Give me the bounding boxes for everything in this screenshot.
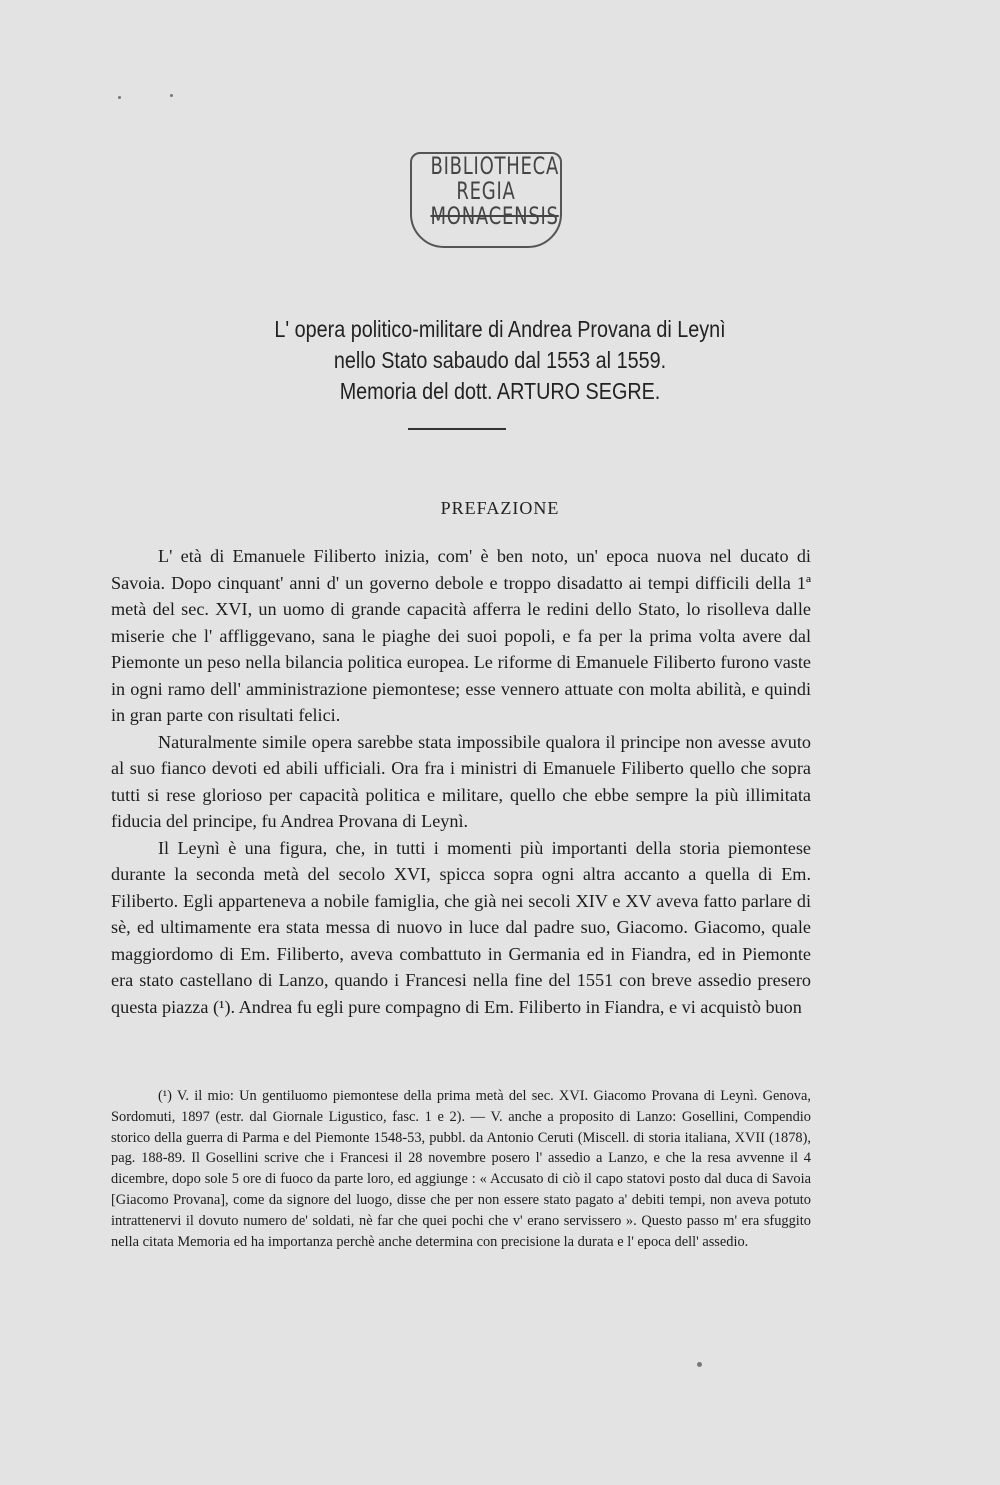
title-divider xyxy=(408,428,506,430)
paragraph-3: Il Leynì è una figura, che, in tutti i momenti più importanti della storia piemontese durante la seconda metà del secolo XVI, spicca sopra ogni altra accanto a quella di Em. Filiberto. Egli apparteneva a nobile famiglia, che già nei secoli XIV e XV aveva fatto parlare di sè, ed ultimamente era stata messa di nuovo in luce dal padre suo, Giacomo. Giacomo, quale maggiordomo di Em. Filiberto, aveva combattuto in Germania ed in Fiandra, ed in Piemonte era stato castellano di Lanzo, quando i Francesi nella fine del 1551 con breve assedio presero questa piazza (¹). Andrea fu egli pure compagno di Em. Filiberto in Fiandra, e vi acquistò buon xyxy=(111,837,811,1017)
footnote xyxy=(111,1086,811,1252)
title-line-2: nello Stato sabaudo dal 1553 al 1559. xyxy=(333,347,667,373)
paper-speck xyxy=(170,94,173,97)
library-stamp xyxy=(410,152,562,248)
paragraph-1: L' età di Emanuele Filiberto inizia, com' è ben noto, un' epoca nuova nel ducato di Savoia. Dopo cinquant' anni d' un governo debole e troppo disadatto ai tempi difficili della 1ª metà del sec. XVI, un uomo di grande capacità afferra le redini dello Stato, lo risolleva dalle miserie che l' affliggevano, sana le piaghe dei suoi popoli, e fa per la prima volta avere dal Piemonte un peso nella bilancia politica europea. Le riforme di Emanuele Filiberto furono vaste in ogni ramo dell' amministrazione piemontese; esse vennero attuate con molta abilità, e quindi in gran parte con risultati felici. xyxy=(111,546,811,725)
stamp-line-1: BIBLIOTHECA xyxy=(430,152,560,180)
paper-speck xyxy=(118,96,121,99)
stamp-line-3: MONACENSIS xyxy=(430,202,559,230)
paper-speck xyxy=(697,1362,702,1367)
title-line-1: L' opera politico-militare di Andrea Provana di Leynì xyxy=(274,316,726,342)
body-text xyxy=(111,543,811,1020)
section-heading: PREFAZIONE xyxy=(440,498,560,518)
footnote-text: (¹) V. il mio: Un gentiluomo piemontese della prima metà del sec. XVI. Giacomo Provana di Leynì. Genova, Sordomuti, 1897 (estr. dal Giornale Ligustico, fasc. 1 e 2). — V. anche a proposito di Lanzo: Gosellini, Compendio storico della guerra di Parma e del Piemonte 1548-53, pubbl. da Antonio Ceruti (Miscell. di storia italiana, XVII (1878), pag. 188-89. Il Gosellini scrive che i Francesi il 28 novembre posero l' assedio a Lanzo, e che la resa avvenne il 4 dicembre, dopo sole 5 ore di fuoco da parte loro, ed aggiunge : « Accusato di ciò il capo statovi posto dal duca di Savoia [Giacomo Provana], come da signore del luogo, disse che per non essere stato pagato a' debiti tempi, non aveva potuto intrattenervi il dovuto numero de' soldati, nè far che quei pochi che v' erano servissero ». Questo passo m' era sfuggito nella citata Memoria ed ha importanza perchè anche determina con precisione la durata e l' epoca dell' assedio. xyxy=(111,1088,811,1250)
title-line-3: Memoria del dott. ARTURO SEGRE. xyxy=(339,378,661,404)
paragraph-2: Naturalmente simile opera sarebbe stata impossibile qualora il principe non avesse avuto al suo fianco devoti ed abili ufficiali. Ora fra i ministri di Emanuele Filiberto quello che sopra tutti si rese glorioso per capacità politica e militare, quello che ebbe sempre la più illimitata fiducia del principe, fu Andrea Provana di Leynì. xyxy=(111,731,811,831)
article-title xyxy=(160,314,840,407)
stamp-line-2: REGIA xyxy=(456,177,516,205)
